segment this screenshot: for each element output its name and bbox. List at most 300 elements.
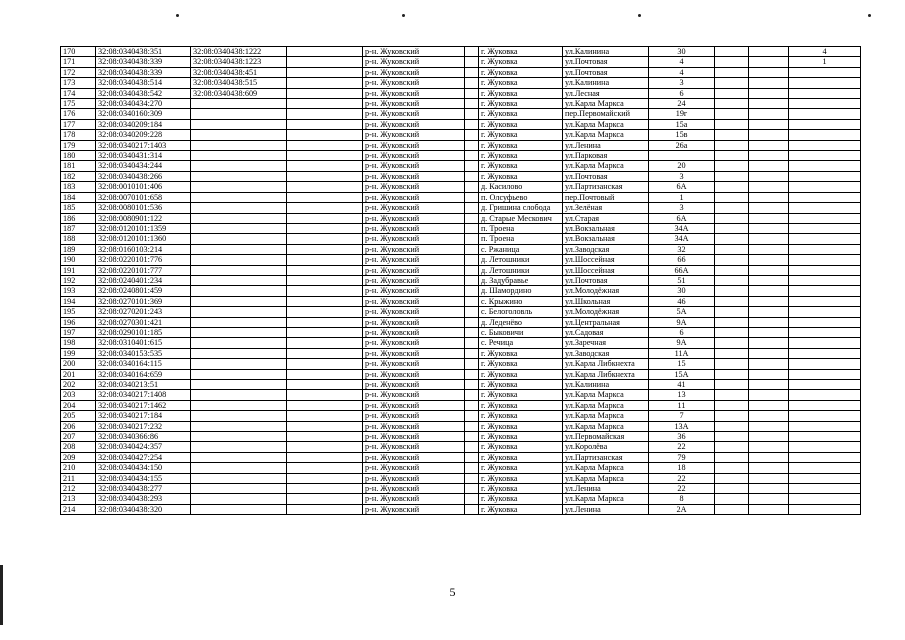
table-cell: 32:08:0340217:1408 — [96, 390, 191, 400]
table-cell — [715, 307, 749, 317]
table-cell — [715, 452, 749, 462]
table-cell — [191, 390, 287, 400]
table-cell: 211 — [61, 473, 96, 483]
table-cell: 32:08:0240401:234 — [96, 275, 191, 285]
table-cell: 32:08:0220101:777 — [96, 265, 191, 275]
table-cell: г. Жуковка — [479, 421, 563, 431]
table-row — [61, 390, 861, 400]
table-cell — [465, 494, 479, 504]
table-cell — [191, 171, 287, 181]
table-cell — [789, 421, 861, 431]
table-cell: 32:08:0340153:535 — [96, 348, 191, 358]
table-cell — [749, 192, 789, 202]
table-row — [61, 296, 861, 306]
table-cell: 173 — [61, 78, 96, 88]
table-cell — [191, 307, 287, 317]
table-cell: 210 — [61, 463, 96, 473]
table-cell: г. Жуковка — [479, 359, 563, 369]
table-cell — [789, 140, 861, 150]
table-cell: ул.Ленина — [563, 484, 649, 494]
table-cell — [715, 411, 749, 421]
table-row — [61, 140, 861, 150]
table-cell — [191, 359, 287, 369]
table-cell: р-н. Жуковский — [363, 473, 465, 483]
table-cell — [749, 47, 789, 57]
table-cell — [465, 67, 479, 77]
table-cell: г. Жуковка — [479, 171, 563, 181]
table-cell — [749, 317, 789, 327]
table-cell: р-н. Жуковский — [363, 317, 465, 327]
table-cell — [287, 78, 363, 88]
table-row — [61, 463, 861, 473]
table-cell: 32:08:0340209:228 — [96, 130, 191, 140]
table-cell: ул.Заводская — [563, 244, 649, 254]
table-cell: р-н. Жуковский — [363, 140, 465, 150]
table-cell — [191, 380, 287, 390]
table-row — [61, 99, 861, 109]
table-cell: р-н. Жуковский — [363, 275, 465, 285]
table-row — [61, 338, 861, 348]
table-cell: ул.Зелёная — [563, 203, 649, 213]
table-cell — [789, 286, 861, 296]
table-cell: р-н. Жуковский — [363, 223, 465, 233]
table-cell — [287, 161, 363, 171]
table-cell: 3 — [649, 78, 715, 88]
table-cell — [287, 494, 363, 504]
table-cell — [191, 140, 287, 150]
table-row — [61, 119, 861, 129]
table-cell — [749, 286, 789, 296]
scan-dot — [638, 14, 641, 17]
table-cell: р-н. Жуковский — [363, 88, 465, 98]
table-cell: г. Жуковка — [479, 47, 563, 57]
table-cell — [465, 203, 479, 213]
table-cell: 6А — [649, 182, 715, 192]
page-number: 5 — [449, 585, 456, 599]
table-cell: р-н. Жуковский — [363, 119, 465, 129]
table-cell: ул.Заводская — [563, 348, 649, 358]
table-cell: р-н. Жуковский — [363, 171, 465, 181]
table-row — [61, 213, 861, 223]
table-cell: 175 — [61, 99, 96, 109]
table-cell: 32:08:0340164:115 — [96, 359, 191, 369]
table-cell — [715, 421, 749, 431]
table-cell: ул.Парковая — [563, 151, 649, 161]
table-cell: р-н. Жуковский — [363, 109, 465, 119]
table-cell: г. Жуковка — [479, 380, 563, 390]
table-cell: ул.Ленина — [563, 140, 649, 150]
table-cell — [715, 223, 749, 233]
table-cell — [465, 109, 479, 119]
table-cell: ул.Карла Маркса — [563, 411, 649, 421]
table-cell — [715, 338, 749, 348]
table-cell: г. Жуковка — [479, 99, 563, 109]
table-cell: 32:08:0340160:309 — [96, 109, 191, 119]
table-cell: 32:08:0340434:270 — [96, 99, 191, 109]
table-cell: 46 — [649, 296, 715, 306]
table-cell: р-н. Жуковский — [363, 463, 465, 473]
table-cell — [465, 88, 479, 98]
table-row — [61, 203, 861, 213]
table-cell — [191, 203, 287, 213]
table-cell: 214 — [61, 504, 96, 514]
table-cell — [287, 130, 363, 140]
table-cell — [287, 348, 363, 358]
table-cell — [789, 244, 861, 254]
table-cell: ул.Заречная — [563, 338, 649, 348]
table-cell — [465, 234, 479, 244]
table-cell — [287, 452, 363, 462]
table-cell — [715, 140, 749, 150]
table-cell: р-н. Жуковский — [363, 234, 465, 244]
table-cell — [749, 99, 789, 109]
table-cell — [191, 99, 287, 109]
table-cell — [287, 67, 363, 77]
table-cell — [715, 265, 749, 275]
table-cell: 26а — [649, 140, 715, 150]
table-cell — [715, 213, 749, 223]
table-cell: 32:08:0340438:515 — [191, 78, 287, 88]
table-cell — [465, 244, 479, 254]
table-cell — [715, 203, 749, 213]
table-row — [61, 223, 861, 233]
table-row — [61, 432, 861, 442]
table-cell: 206 — [61, 421, 96, 431]
table-cell — [287, 109, 363, 119]
table-cell — [287, 359, 363, 369]
table-cell: 32:08:0340217:232 — [96, 421, 191, 431]
table-cell: р-н. Жуковский — [363, 213, 465, 223]
table-cell: 19г — [649, 109, 715, 119]
table-cell — [789, 203, 861, 213]
table-cell — [789, 327, 861, 337]
table-cell — [715, 348, 749, 358]
table-cell: р-н. Жуковский — [363, 411, 465, 421]
table-cell: 32:08:0340438:320 — [96, 504, 191, 514]
table-cell — [715, 78, 749, 88]
table-cell: р-н. Жуковский — [363, 327, 465, 337]
table-cell — [789, 265, 861, 275]
table-cell — [465, 463, 479, 473]
table-cell — [287, 484, 363, 494]
table-cell — [465, 473, 479, 483]
table-cell — [465, 265, 479, 275]
table-cell — [715, 182, 749, 192]
table-cell: 185 — [61, 203, 96, 213]
table-cell: г. Жуковка — [479, 473, 563, 483]
table-cell — [789, 109, 861, 119]
table-cell — [191, 275, 287, 285]
table-row — [61, 67, 861, 77]
table-cell — [287, 151, 363, 161]
table-cell: р-н. Жуковский — [363, 203, 465, 213]
table-cell — [715, 130, 749, 140]
table-cell: 7 — [649, 411, 715, 421]
table-cell — [715, 369, 749, 379]
table-cell: р-н. Жуковский — [363, 244, 465, 254]
table-cell — [789, 484, 861, 494]
table-cell — [715, 47, 749, 57]
table-cell: 213 — [61, 494, 96, 504]
table-cell: 176 — [61, 109, 96, 119]
table-cell — [715, 327, 749, 337]
table-cell: 32:08:0340424:357 — [96, 442, 191, 452]
table-cell: 8 — [649, 494, 715, 504]
table-cell — [465, 140, 479, 150]
table-row — [61, 494, 861, 504]
table-cell: 15а — [649, 119, 715, 129]
table-cell — [715, 57, 749, 67]
table-cell: р-н. Жуковский — [363, 78, 465, 88]
table-cell — [287, 244, 363, 254]
table-cell: 1 — [789, 57, 861, 67]
table-cell — [789, 275, 861, 285]
table-cell: 5А — [649, 307, 715, 317]
table-cell: 32:08:0120101:1359 — [96, 223, 191, 233]
table-row — [61, 161, 861, 171]
table-cell: 184 — [61, 192, 96, 202]
table-cell — [749, 442, 789, 452]
table-cell: ул.Центральная — [563, 317, 649, 327]
table-cell — [465, 400, 479, 410]
table-cell — [191, 286, 287, 296]
table-cell: 34А — [649, 234, 715, 244]
table-cell — [789, 473, 861, 483]
table-cell — [287, 223, 363, 233]
table-row — [61, 327, 861, 337]
table-cell — [789, 307, 861, 317]
table-cell: р-н. Жуковский — [363, 192, 465, 202]
table-cell — [191, 130, 287, 140]
table-cell: с. Быковичи — [479, 327, 563, 337]
table-cell: р-н. Жуковский — [363, 296, 465, 306]
table-cell: 186 — [61, 213, 96, 223]
table-row — [61, 504, 861, 514]
table-cell: ул.Лесная — [563, 88, 649, 98]
table-row — [61, 234, 861, 244]
table-cell: р-н. Жуковский — [363, 452, 465, 462]
table-cell: 51 — [649, 275, 715, 285]
table-cell — [465, 275, 479, 285]
table-cell — [789, 432, 861, 442]
table-row — [61, 442, 861, 452]
table-cell — [749, 182, 789, 192]
table-cell: р-н. Жуковский — [363, 400, 465, 410]
table-cell: 172 — [61, 67, 96, 77]
table-cell: 32 — [649, 244, 715, 254]
table-cell — [749, 327, 789, 337]
table-cell — [465, 390, 479, 400]
table-cell: 188 — [61, 234, 96, 244]
table-cell — [191, 494, 287, 504]
table-cell: 32:08:0340438:542 — [96, 88, 191, 98]
table-cell: 32:08:0340438:266 — [96, 171, 191, 181]
table-cell — [465, 161, 479, 171]
table-cell — [749, 380, 789, 390]
table-cell: 41 — [649, 380, 715, 390]
table-cell: ул.Школьная — [563, 296, 649, 306]
table-cell — [749, 296, 789, 306]
table-row — [61, 255, 861, 265]
table-cell — [789, 119, 861, 129]
table-cell — [789, 234, 861, 244]
table-cell — [749, 484, 789, 494]
table-cell: 6 — [649, 327, 715, 337]
table-row — [61, 473, 861, 483]
table-cell — [465, 255, 479, 265]
table-cell: р-н. Жуковский — [363, 390, 465, 400]
table-cell: д. Шамордино — [479, 286, 563, 296]
table-cell — [749, 369, 789, 379]
table-cell: ул.Почтовая — [563, 57, 649, 67]
table-cell: ул.Почтовая — [563, 171, 649, 181]
table-cell — [465, 286, 479, 296]
table-cell — [789, 380, 861, 390]
table-cell: 32:08:0120101:1360 — [96, 234, 191, 244]
table-cell: пер.Почтовый — [563, 192, 649, 202]
table-cell — [287, 265, 363, 275]
table-cell: 191 — [61, 265, 96, 275]
table-cell — [715, 88, 749, 98]
table-cell — [789, 452, 861, 462]
table-cell: 2А — [649, 504, 715, 514]
table-cell: 13 — [649, 390, 715, 400]
table-cell — [465, 99, 479, 109]
table-cell: 177 — [61, 119, 96, 129]
table-cell: ул.Вокзальная — [563, 234, 649, 244]
table-cell: с. Белоголовль — [479, 307, 563, 317]
table-cell — [749, 432, 789, 442]
table-cell — [465, 348, 479, 358]
table-cell: 32:08:0340164:659 — [96, 369, 191, 379]
scan-dot — [868, 14, 871, 17]
table-row — [61, 88, 861, 98]
table-cell — [191, 369, 287, 379]
table-cell — [789, 99, 861, 109]
table-cell — [465, 327, 479, 337]
table-cell — [465, 130, 479, 140]
table-cell — [749, 338, 789, 348]
table-cell: 171 — [61, 57, 96, 67]
table-cell — [749, 161, 789, 171]
table-cell: 4 — [649, 57, 715, 67]
table-cell — [465, 213, 479, 223]
table-cell — [465, 484, 479, 494]
table-cell: г. Жуковка — [479, 400, 563, 410]
table-cell: 4 — [649, 67, 715, 77]
table-cell: с. Речица — [479, 338, 563, 348]
table-cell — [465, 296, 479, 306]
table-cell — [715, 400, 749, 410]
table-cell — [789, 67, 861, 77]
table-cell: ул.Карла Либкнехта — [563, 359, 649, 369]
table-cell: р-н. Жуковский — [363, 67, 465, 77]
table-cell: 9А — [649, 338, 715, 348]
table-cell: 32:08:0340217:1403 — [96, 140, 191, 150]
table-cell — [789, 151, 861, 161]
table-cell: ул.Молодёжная — [563, 307, 649, 317]
table-cell — [191, 452, 287, 462]
table-cell — [465, 411, 479, 421]
table-cell — [287, 213, 363, 223]
table-cell: 32:08:0340217:184 — [96, 411, 191, 421]
table-cell — [715, 151, 749, 161]
table-cell — [789, 411, 861, 421]
table-cell: 32:08:0340438:514 — [96, 78, 191, 88]
table-cell: д. Старые Мескович — [479, 213, 563, 223]
table-cell: 32:08:0340366:86 — [96, 432, 191, 442]
table-cell: г. Жуковка — [479, 119, 563, 129]
table-cell: р-н. Жуковский — [363, 421, 465, 431]
table-cell: ул.Карла Маркса — [563, 99, 649, 109]
table-cell: 32:08:0270301:421 — [96, 317, 191, 327]
table-cell — [789, 296, 861, 306]
table-cell: 32:08:0080101:536 — [96, 203, 191, 213]
table-cell: г. Жуковка — [479, 140, 563, 150]
table-cell: 36 — [649, 432, 715, 442]
table-cell — [287, 57, 363, 67]
table-cell — [749, 213, 789, 223]
table-cell: 22 — [649, 484, 715, 494]
table-cell: с. Ржаница — [479, 244, 563, 254]
table-cell: д. Касилово — [479, 182, 563, 192]
table-cell — [749, 275, 789, 285]
table-cell — [465, 380, 479, 390]
table-cell — [789, 161, 861, 171]
table-cell: 32:08:0160103:214 — [96, 244, 191, 254]
table-cell: г. Жуковка — [479, 109, 563, 119]
table-row — [61, 182, 861, 192]
table-cell: ул.Почтовая — [563, 67, 649, 77]
table-cell — [191, 327, 287, 337]
table-cell — [789, 504, 861, 514]
table-cell: ул.Карла Маркса — [563, 463, 649, 473]
table-cell: р-н. Жуковский — [363, 151, 465, 161]
table-cell — [715, 359, 749, 369]
table-cell: 192 — [61, 275, 96, 285]
table-cell — [465, 182, 479, 192]
table-cell: г. Жуковка — [479, 504, 563, 514]
table-cell: 32:08:0080901:122 — [96, 213, 191, 223]
table-cell — [287, 192, 363, 202]
table-cell: 189 — [61, 244, 96, 254]
table-cell: 170 — [61, 47, 96, 57]
table-cell — [465, 57, 479, 67]
table-cell: 4 — [789, 47, 861, 57]
table-cell: с. Крыжино — [479, 296, 563, 306]
table-row — [61, 130, 861, 140]
table-cell — [749, 473, 789, 483]
table-cell — [287, 88, 363, 98]
table-cell — [749, 452, 789, 462]
table-cell — [191, 161, 287, 171]
table-cell: 3 — [649, 203, 715, 213]
table-cell — [191, 109, 287, 119]
table-cell: 32:08:0340438:1222 — [191, 47, 287, 57]
table-row — [61, 78, 861, 88]
table-cell: 6 — [649, 88, 715, 98]
table-cell: г. Жуковка — [479, 463, 563, 473]
table-cell: 20 — [649, 161, 715, 171]
table-cell — [287, 411, 363, 421]
table-cell — [749, 265, 789, 275]
table-row — [61, 411, 861, 421]
table-cell: 180 — [61, 151, 96, 161]
table-cell: 32:08:0340438:609 — [191, 88, 287, 98]
table-cell: г. Жуковка — [479, 161, 563, 171]
table-cell — [465, 504, 479, 514]
table-cell: 34А — [649, 223, 715, 233]
